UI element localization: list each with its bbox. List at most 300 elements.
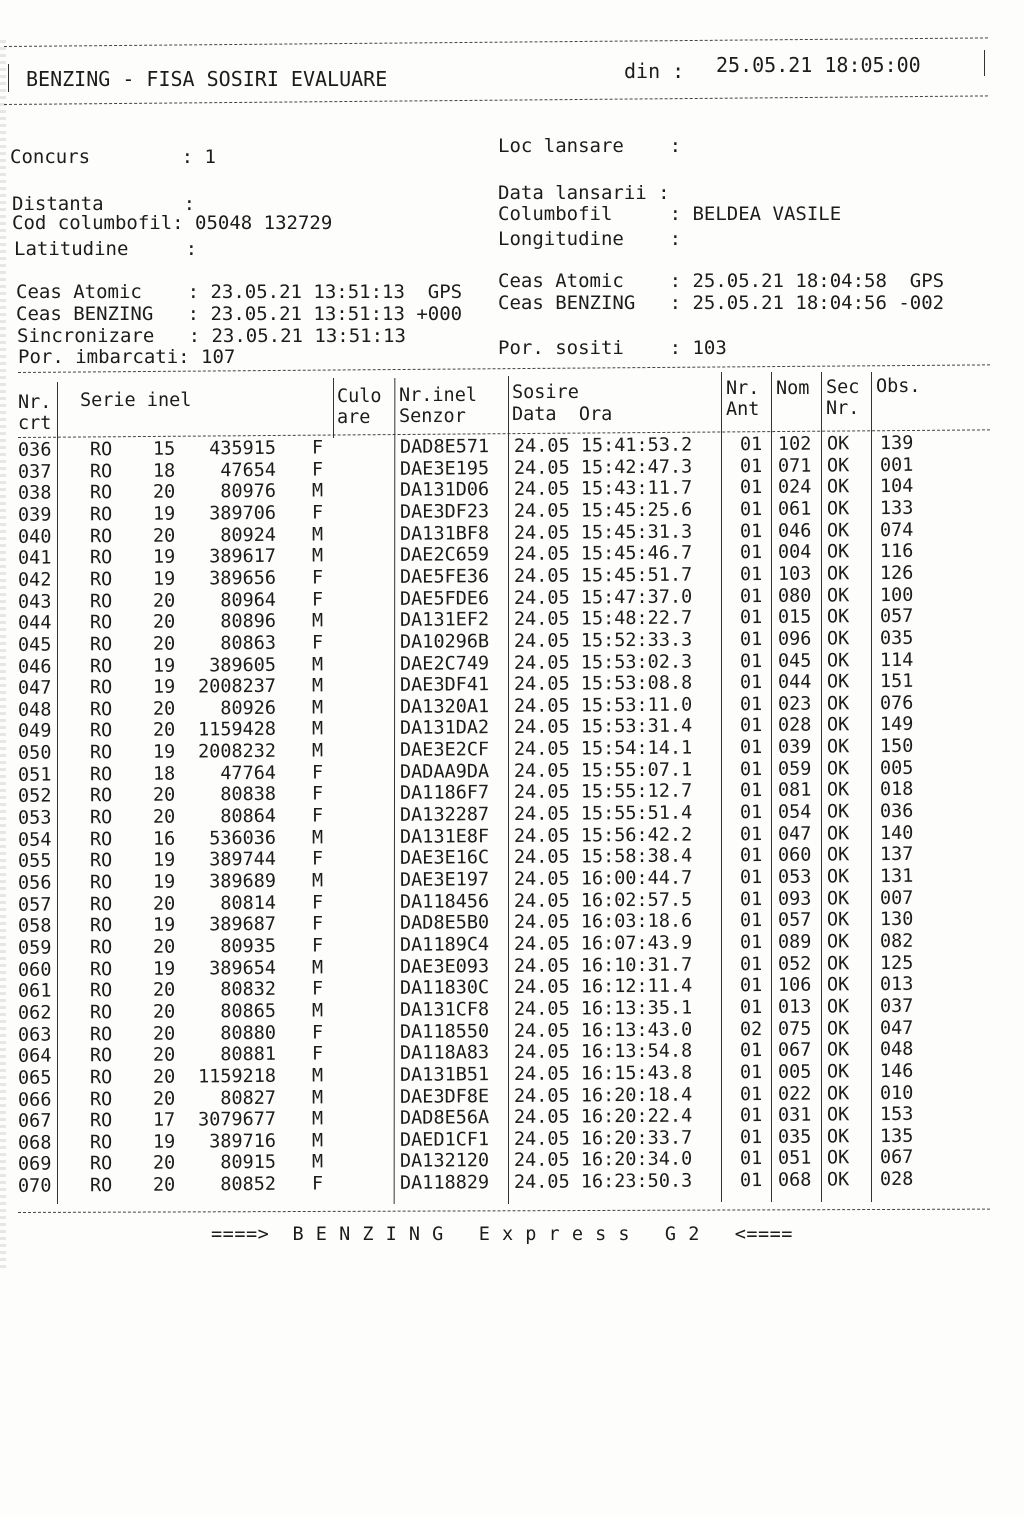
cell-nom: 005 — [777, 1061, 812, 1083]
cell-an: 20 — [152, 1088, 176, 1110]
cell-inel: 80935 — [220, 935, 277, 958]
cell-nom: 068 — [777, 1169, 812, 1191]
cell-obs: 036 — [879, 800, 914, 823]
col-header-serie: Serie inel — [80, 390, 192, 411]
cell-an: 20 — [152, 1001, 176, 1023]
cell-nr: 044 — [17, 612, 52, 635]
cell-nr: 070 — [17, 1175, 52, 1197]
cell-tara: RO — [89, 1175, 113, 1197]
cell-obs: 104 — [879, 476, 914, 498]
cell-tara: RO — [89, 1131, 113, 1154]
cell-inel: 80827 — [220, 1087, 277, 1109]
cell-sec: OK — [826, 714, 850, 736]
cell-obs: 153 — [879, 1103, 914, 1126]
cell-obs: 048 — [879, 1039, 914, 1061]
cell-sec: OK — [826, 1104, 850, 1126]
cell-tara: RO — [89, 504, 113, 526]
cell-tara: RO — [89, 828, 113, 850]
cell-tara: RO — [89, 547, 113, 569]
cell-sec: OK — [826, 887, 850, 910]
cell-ant: 01 — [739, 802, 763, 824]
cell-sec: OK — [826, 844, 850, 866]
cell-inel: 3079677 — [197, 1108, 277, 1131]
cell-sec: OK — [826, 671, 850, 693]
cell-senzor: DA131BF8 — [399, 522, 490, 545]
cell-nr: 043 — [17, 591, 52, 613]
cell-inel: 389654 — [209, 957, 277, 979]
cell-ant: 01 — [739, 693, 763, 715]
cell-sosire: 24.05 16:15:43.8 — [513, 1062, 693, 1085]
cell-ant: 01 — [739, 455, 763, 477]
cell-ant: 01 — [739, 715, 763, 737]
cell-sex: F — [311, 632, 324, 654]
cell-sosire: 24.05 15:41:53.2 — [513, 434, 693, 457]
cell-nom: 075 — [777, 1018, 812, 1040]
cell-sosire: 24.05 15:54:14.1 — [513, 737, 693, 761]
cell-obs: 028 — [879, 1168, 914, 1191]
col-header-are: are — [337, 407, 371, 428]
cell-obs: 018 — [879, 779, 914, 801]
cell-sec: OK — [826, 736, 850, 758]
info-sincronizare: Sincronizare : 23.05.21 13:51:13 — [17, 325, 406, 347]
cell-tara: RO — [89, 1045, 113, 1067]
cell-sex: F — [311, 502, 324, 524]
col-header-data-ora: Data Ora — [512, 404, 613, 425]
cell-nom: 052 — [777, 953, 812, 975]
cell-an: 19 — [152, 849, 176, 872]
cell-nom: 071 — [777, 455, 812, 477]
cell-nom: 031 — [777, 1104, 812, 1127]
cell-senzor: DA132287 — [399, 804, 490, 826]
cell-sec: OK — [826, 584, 850, 607]
cell-tara: RO — [89, 569, 113, 591]
cell-nom: 102 — [777, 433, 812, 455]
cell-sosire: 24.05 15:45:51.7 — [513, 564, 693, 587]
cell-obs: 139 — [879, 432, 914, 455]
cell-nr: 069 — [17, 1154, 52, 1176]
cell-sec: OK — [826, 1147, 850, 1169]
cell-sec: OK — [826, 563, 850, 585]
cell-sex: F — [311, 1173, 324, 1195]
cell-sosire: 24.05 16:13:54.8 — [513, 1040, 693, 1064]
cell-senzor: DAE2C749 — [399, 652, 490, 675]
cell-obs: 057 — [879, 606, 914, 628]
cell-nr: 053 — [17, 807, 52, 829]
col-header-obs: Obs. — [876, 376, 921, 397]
cell-ant: 01 — [739, 498, 763, 521]
cell-ant: 01 — [739, 672, 763, 694]
cell-sec: OK — [826, 996, 850, 1018]
cell-tara: RO — [89, 958, 113, 980]
cell-sosire: 24.05 16:12:11.4 — [513, 975, 693, 999]
cell-an: 19 — [152, 503, 176, 525]
report-date-value: 25.05.21 18:05:00 — [716, 53, 921, 77]
cell-senzor: DA1189C4 — [399, 934, 490, 956]
cell-ant: 01 — [739, 607, 763, 629]
col-header-sosire: Sosire — [512, 382, 579, 403]
cell-ant: 01 — [739, 888, 763, 910]
cell-inel: 80814 — [220, 892, 277, 914]
cell-inel: 80852 — [220, 1173, 277, 1196]
cell-ant: 01 — [739, 563, 763, 586]
cell-tara: RO — [89, 439, 113, 461]
cell-sosire: 24.05 16:02:57.5 — [513, 889, 693, 912]
cell-nr: 037 — [17, 461, 52, 483]
cell-senzor: DAE3E195 — [399, 457, 490, 480]
cell-sex: M — [311, 1130, 324, 1152]
cell-ant: 01 — [739, 520, 763, 542]
col-header-culo: Culo — [337, 386, 382, 407]
cell-inel: 80915 — [220, 1152, 277, 1174]
cell-tara: RO — [89, 655, 113, 677]
cell-sosire: 24.05 15:45:31.3 — [513, 521, 693, 544]
cell-sec: OK — [826, 1061, 850, 1083]
cell-sex: F — [311, 892, 324, 914]
cell-obs: 116 — [879, 541, 914, 563]
cell-nom: 028 — [777, 715, 812, 737]
cell-ant: 01 — [739, 434, 763, 456]
cell-sex: F — [311, 848, 324, 870]
cell-sex: M — [311, 545, 324, 567]
cell-sosire: 24.05 15:55:07.1 — [513, 759, 693, 782]
cell-tara: RO — [89, 698, 113, 721]
cell-inel: 80896 — [220, 611, 277, 633]
cell-senzor: DA131DA2 — [399, 717, 490, 740]
cell-nr: 058 — [17, 915, 52, 938]
cell-tara: RO — [89, 1066, 113, 1089]
cell-sex: F — [311, 913, 324, 935]
cell-senzor: DA118A83 — [399, 1042, 490, 1065]
info-ceas-atomic-start: Ceas Atomic : 23.05.21 13:51:13 GPS — [16, 281, 463, 303]
cell-an: 20 — [152, 806, 176, 828]
cell-senzor: DA131CF8 — [399, 999, 490, 1021]
cell-tara: RO — [89, 850, 113, 872]
cell-nr: 063 — [17, 1024, 52, 1046]
cell-nr: 055 — [17, 850, 52, 873]
cell-sex: M — [311, 827, 324, 849]
cell-tara: RO — [89, 937, 113, 959]
cell-sec: OK — [826, 454, 850, 477]
cell-sec: OK — [826, 974, 850, 996]
info-distanta: Distanta : — [12, 193, 196, 215]
cell-tara: RO — [89, 482, 113, 504]
info-cod-columbofil: Cod columbofil: 05048 132729 — [12, 212, 333, 234]
report-title: BENZING - FISA SOSIRI EVALUARE — [26, 67, 388, 91]
cell-ant: 01 — [739, 1170, 763, 1192]
cell-obs: 005 — [879, 757, 914, 779]
cell-an: 20 — [152, 1044, 176, 1066]
cell-sec: OK — [826, 823, 850, 845]
cell-sec: OK — [826, 1169, 850, 1191]
cell-tara: RO — [89, 1023, 113, 1045]
cell-obs: 131 — [879, 865, 914, 888]
cell-obs: 047 — [879, 1017, 914, 1039]
cell-sex: M — [311, 957, 324, 979]
cell-sosire: 24.05 15:58:38.4 — [513, 845, 693, 869]
header-left-edge — [8, 64, 9, 92]
cell-tara: RO — [89, 677, 113, 699]
cell-sex: F — [311, 783, 324, 805]
cell-senzor: DA11830C — [399, 977, 490, 1000]
cell-obs: 007 — [879, 887, 914, 909]
cell-nom: 061 — [777, 498, 812, 520]
cell-inel: 80863 — [220, 632, 277, 655]
cell-sec: OK — [826, 801, 850, 823]
cell-sec: OK — [826, 476, 850, 498]
cell-sec: OK — [826, 1039, 850, 1061]
cell-tara: RO — [89, 590, 113, 612]
cell-tara: RO — [89, 915, 113, 937]
cell-senzor: DAE3E197 — [399, 869, 490, 891]
table-bottom-rule — [18, 1209, 990, 1213]
cell-nr: 054 — [17, 829, 52, 851]
cell-obs: 067 — [879, 1147, 914, 1169]
cell-sec: OK — [826, 1126, 850, 1148]
cell-obs: 149 — [879, 714, 914, 736]
cell-nom: 024 — [777, 476, 812, 499]
cell-tara: RO — [89, 872, 113, 894]
cell-obs: 001 — [879, 454, 914, 476]
cell-sec: OK — [826, 606, 850, 628]
cell-sex: M — [311, 697, 324, 719]
cell-inel: 80964 — [220, 589, 277, 611]
col-header-sec-nr: Nr. — [826, 398, 860, 419]
cell-senzor: DA131E8F — [399, 825, 490, 848]
cell-senzor: DADAA9DA — [399, 760, 490, 783]
cell-senzor: DAE3DF8E — [399, 1085, 490, 1108]
cell-inel: 389656 — [209, 567, 277, 590]
cell-senzor: DAED1CF1 — [399, 1128, 490, 1151]
cell-ant: 01 — [739, 953, 763, 975]
cell-an: 20 — [152, 1066, 176, 1088]
cell-senzor: DAD8E56A — [399, 1107, 490, 1129]
cell-an: 20 — [152, 698, 176, 720]
cell-inel: 389706 — [209, 502, 277, 525]
cell-sosire: 24.05 16:13:43.0 — [513, 1019, 693, 1042]
cell-nr: 047 — [17, 677, 52, 699]
cell-senzor: DAE3DF23 — [399, 501, 490, 523]
cell-nr: 046 — [17, 656, 52, 678]
cell-an: 20 — [152, 936, 176, 958]
cell-sec: OK — [826, 541, 850, 563]
cell-sec: OK — [826, 693, 850, 715]
cell-nr: 045 — [17, 634, 52, 656]
col-header-sec: Sec — [826, 377, 860, 398]
cell-senzor: DA131EF2 — [399, 609, 490, 632]
cell-sex: M — [311, 610, 324, 632]
info-por-sositi: Por. sositi : 103 — [498, 337, 727, 359]
cell-sex: F — [311, 762, 324, 784]
cell-sec: OK — [826, 519, 850, 542]
col-header-nr: Nr. — [18, 392, 52, 413]
cell-sosire: 24.05 15:48:22.7 — [513, 607, 693, 631]
cell-sex: M — [311, 1065, 324, 1087]
cell-ant: 02 — [739, 1018, 763, 1040]
cell-sex: F — [311, 459, 324, 481]
cell-tara: RO — [89, 1153, 113, 1175]
cell-nom: 035 — [777, 1126, 812, 1148]
col-header-crt: crt — [18, 413, 52, 434]
cell-sosire: 24.05 16:20:33.7 — [513, 1127, 693, 1150]
cell-inel: 389617 — [209, 546, 277, 568]
cell-an: 19 — [152, 546, 176, 569]
cell-nr: 065 — [17, 1067, 52, 1089]
cell-nr: 057 — [17, 894, 52, 916]
cell-tara: RO — [89, 1110, 113, 1132]
cell-nr: 067 — [17, 1110, 52, 1132]
cell-inel: 80838 — [220, 784, 277, 806]
cell-sec: OK — [826, 758, 850, 780]
cell-obs: 137 — [879, 844, 914, 866]
cell-nom: 004 — [777, 541, 812, 564]
cell-nom: 096 — [777, 628, 812, 650]
cell-sosire: 24.05 16:20:22.4 — [513, 1105, 693, 1129]
cell-sosire: 24.05 15:52:33.3 — [513, 629, 693, 652]
cell-nr: 036 — [17, 439, 52, 461]
cell-nr: 061 — [17, 980, 52, 1003]
cell-an: 20 — [152, 893, 176, 915]
col-header-nr-ant: Nr. — [726, 378, 760, 399]
cell-inel: 47654 — [220, 459, 277, 481]
cell-sosire: 24.05 15:43:11.7 — [513, 477, 693, 501]
info-latitudine: Latitudine : — [14, 238, 198, 260]
cell-an: 18 — [152, 763, 176, 785]
cell-inel: 1159218 — [197, 1065, 277, 1088]
cell-an: 19 — [152, 914, 176, 937]
cell-nom: 039 — [777, 736, 812, 758]
cell-inel: 80976 — [220, 481, 277, 503]
cell-ant: 01 — [739, 867, 763, 889]
cell-obs: 135 — [879, 1125, 914, 1147]
cell-inel: 1159428 — [197, 719, 277, 741]
cell-an: 19 — [152, 655, 176, 677]
cell-sex: F — [311, 589, 324, 611]
cell-obs: 146 — [879, 1060, 914, 1082]
cell-tara: RO — [89, 612, 113, 634]
cell-sosire: 24.05 15:56:42.2 — [513, 824, 693, 847]
info-ceas-benzing-start: Ceas BENZING : 23.05.21 13:51:13 +000 — [16, 303, 463, 325]
cell-ant: 01 — [739, 650, 763, 672]
cell-sosire: 24.05 16:20:34.0 — [513, 1149, 693, 1172]
cell-sex: F — [311, 935, 324, 957]
cell-tara: RO — [89, 1002, 113, 1024]
cell-sosire: 24.05 15:42:47.3 — [513, 456, 693, 479]
cell-sosire: 24.05 16:00:44.7 — [513, 867, 693, 890]
info-por-imbarcati: Por. imbarcati: 107 — [18, 346, 236, 368]
cell-ant: 01 — [739, 477, 763, 499]
cell-sex: M — [311, 1086, 324, 1109]
cell-an: 18 — [152, 460, 176, 482]
cell-an: 19 — [152, 568, 176, 590]
cell-obs: 125 — [879, 952, 914, 974]
col-header-nom: Nom — [776, 378, 810, 399]
cell-ant: 01 — [739, 845, 763, 867]
cell-sec: OK — [826, 931, 850, 953]
cell-inel: 80926 — [220, 697, 277, 720]
cell-an: 19 — [152, 741, 176, 763]
header-right-edge — [984, 50, 985, 76]
cell-nr: 060 — [17, 959, 52, 981]
cell-sec: OK — [826, 628, 850, 650]
cell-an: 20 — [152, 1174, 176, 1196]
cell-ant: 01 — [739, 931, 763, 954]
cell-nom: 023 — [777, 693, 812, 715]
info-columbofil: Columbofil : BELDEA VASILE — [498, 203, 842, 225]
cell-ant: 01 — [739, 1083, 763, 1105]
cell-ant: 01 — [739, 1105, 763, 1127]
cell-senzor: DA10296B — [399, 631, 490, 653]
cell-nr: 064 — [17, 1045, 52, 1068]
cell-sex: M — [311, 653, 324, 676]
cell-nr: 041 — [17, 547, 52, 570]
cell-senzor: DA132120 — [399, 1150, 490, 1173]
cell-ant: 01 — [739, 1126, 763, 1148]
cell-nom: 047 — [777, 823, 812, 845]
footer-banner: ====> B E N Z I N G E x p r e s s G 2 <==== — [211, 1224, 793, 1245]
cell-inel: 389605 — [209, 654, 277, 676]
cell-sosire: 24.05 16:20:18.4 — [513, 1084, 693, 1107]
cell-senzor: DAD8E5B0 — [399, 912, 490, 935]
info-loc-lansare: Loc lansare : — [498, 135, 682, 157]
cell-sosire: 24.05 16:10:31.7 — [513, 954, 693, 977]
col-header-senzor: Senzor — [399, 406, 466, 427]
cell-inel: 80880 — [220, 1022, 277, 1044]
cell-nr: 040 — [17, 526, 52, 548]
cell-inel: 389687 — [209, 914, 277, 936]
cell-obs: 114 — [879, 649, 914, 671]
cell-obs: 074 — [879, 519, 914, 541]
cell-sex: M — [311, 480, 324, 502]
cell-sosire: 24.05 15:53:02.3 — [513, 651, 693, 674]
cell-ant: 01 — [739, 737, 763, 759]
cell-nom: 059 — [777, 758, 812, 780]
cell-an: 19 — [152, 1131, 176, 1153]
cell-nom: 080 — [777, 585, 812, 607]
cell-obs: 130 — [879, 909, 914, 931]
cell-obs: 035 — [879, 627, 914, 649]
cell-inel: 2008232 — [197, 740, 277, 763]
cell-nom: 106 — [777, 974, 812, 997]
cell-tara: RO — [89, 807, 113, 829]
cell-inel: 80864 — [220, 805, 277, 828]
cell-an: 15 — [152, 438, 176, 460]
cell-sec: OK — [826, 1082, 850, 1105]
cell-sec: OK — [826, 909, 850, 931]
cell-senzor: DA131B51 — [399, 1064, 490, 1086]
cell-nr: 042 — [17, 569, 52, 591]
cell-obs: 126 — [879, 562, 914, 584]
cell-nom: 067 — [777, 1039, 812, 1062]
info-ceas-benzing-end: Ceas BENZING : 25.05.21 18:04:56 -002 — [498, 292, 945, 314]
cell-sec: OK — [826, 779, 850, 801]
cell-inel: 2008237 — [197, 675, 277, 698]
cell-sosire: 24.05 15:45:46.7 — [513, 542, 693, 566]
cell-sex: M — [311, 718, 324, 740]
cell-an: 20 — [152, 611, 176, 633]
cell-sec: OK — [826, 498, 850, 520]
cell-nom: 060 — [777, 844, 812, 867]
cell-sosire: 24.05 16:13:35.1 — [513, 997, 693, 1020]
cell-tara: RO — [89, 720, 113, 742]
cell-inel: 80881 — [220, 1044, 277, 1066]
cell-sosire: 24.05 15:53:11.0 — [513, 694, 693, 717]
cell-sosire: 24.05 16:03:18.6 — [513, 910, 693, 934]
cell-an: 20 — [152, 720, 176, 742]
cell-nom: 089 — [777, 931, 812, 953]
cell-inel: 389716 — [209, 1130, 277, 1153]
cell-an: 20 — [152, 590, 176, 612]
cell-obs: 013 — [879, 974, 914, 996]
